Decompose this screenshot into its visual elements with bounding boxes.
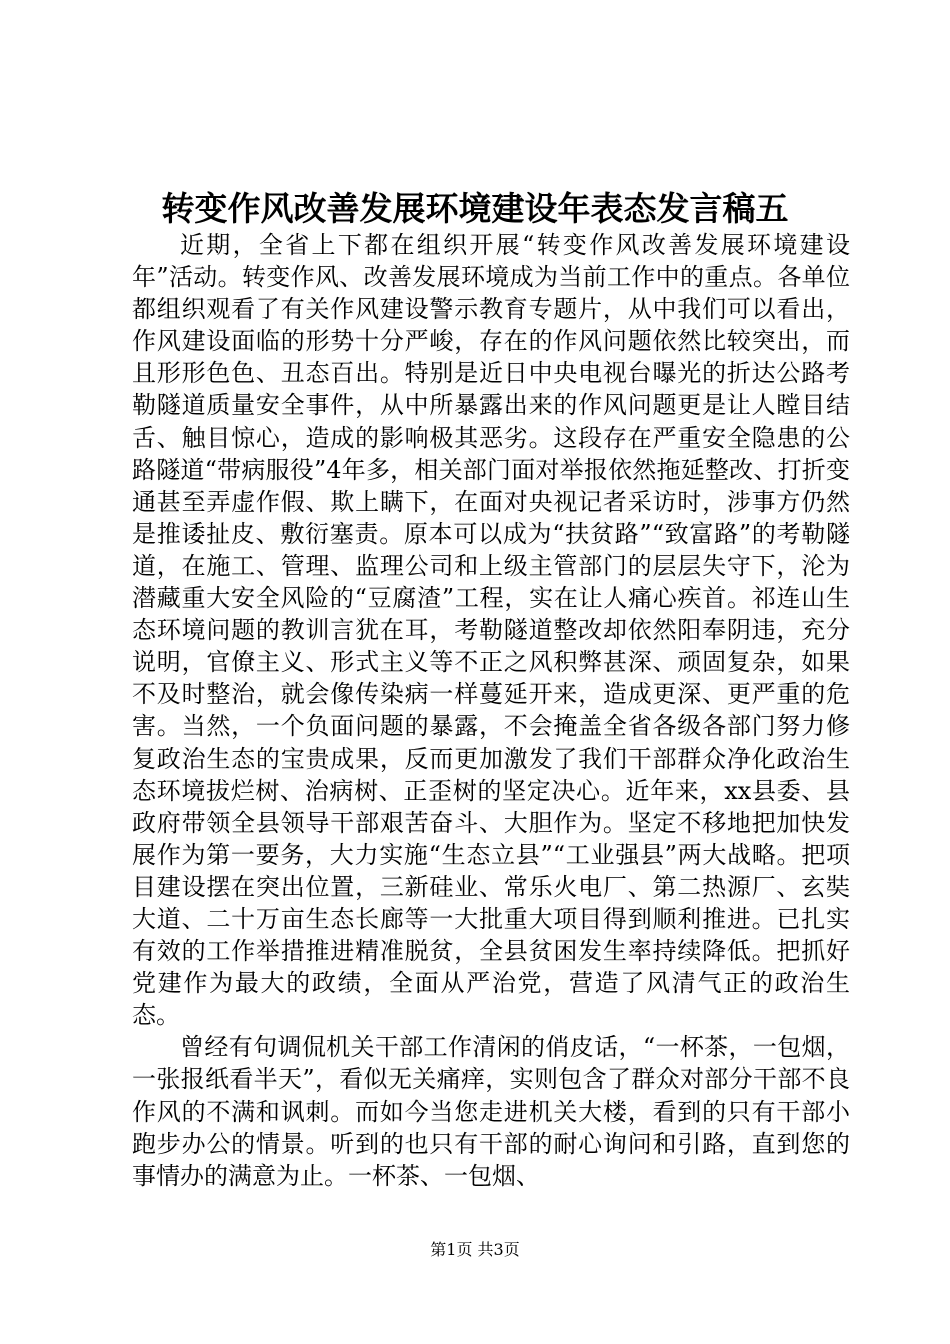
paragraph: 曾经有句调侃机关干部工作清闲的俏皮话，“一杯茶，一包烟，一张报纸看半天”，看似无关痛痒，实则包含了群众对部分干部不良作风的不满和讽刺。而如今当您走进机关大楼，看到的只有干部小跑步办公的情景。听到的也只有干部的耐心询问和引路，直到您的事情办的满意为止。一杯茶、一包烟、 [132, 1033, 850, 1190]
document-title: 转变作风改善发展环境建设年表态发言稿五 [161, 189, 789, 228]
paragraph: 近期，全省上下都在组织开展“转变作风改善发展环境建设年”活动。转变作风、改善发展环境成为当前工作中的重点。各单位都组织观看了有关作风建设警示教育专题片，从中我们可以看出，作风建设面临的形势十分严峻，存在的作风问题依然比较突出，而且形形色色、丑态百出。特别是近日中央电视台曝光的折达公路考勒隧道质量安全事件，从中所暴露出来的作风问题更是让人瞠目结舌、触目惊心，造成的影响极其恶劣。这段存在严重安全隐患的公路隧道“带病服役”4年多，相关部门面对举报依然拖延整改、打折变通甚至弄虚作假、欺上瞒下，在面对央视记者采访时，涉事方仍然是推诿扯皮、敷衍塞责。原本可以成为“扶贫路”“致富路”的考勒隧道，在施工、管理、监理公司和上级主管部门的层层失守下，沦为潜藏重大安全风险的“豆腐渣”工程，实在让人痛心疾首。祁连山生态环境问题的教训言犹在耳，考勒隧道整改却依然阳奉阴违，充分说明，官僚主义、形式主义等不正之风积弊甚深、顽固复杂，如果不及时整治，就会像传染病一样蔓延开来，造成更深、更严重的危害。当然，一个负面问题的暴露，不会掩盖全省各级各部门努力修复政治生态的宝贵成果，反而更加激发了我们干部群众净化政治生态环境拔烂树、治病树、正歪树的坚定决心。近年来，xx县委、县政府带领全县领导干部艰苦奋斗、大胆作为。坚定不移地把加快发展作为第一要务，大力实施“生态立县”“工业强县”两大战略。把项目建设摆在突出位置，三新硅业、常乐火电厂、第二热源厂、玄奘大道、二十万亩生态长廊等一大批重大项目得到顺利推进。已扎实有效的工作举措推进精准脱贫，全县贫困发生率持续降低。把抓好党建作为最大的政绩，全面从严治党，营造了风清气正的政治生态。 [132, 231, 850, 1030]
document-body [132, 229, 850, 1192]
page-number: 第1页 共3页 [430, 1240, 520, 1259]
